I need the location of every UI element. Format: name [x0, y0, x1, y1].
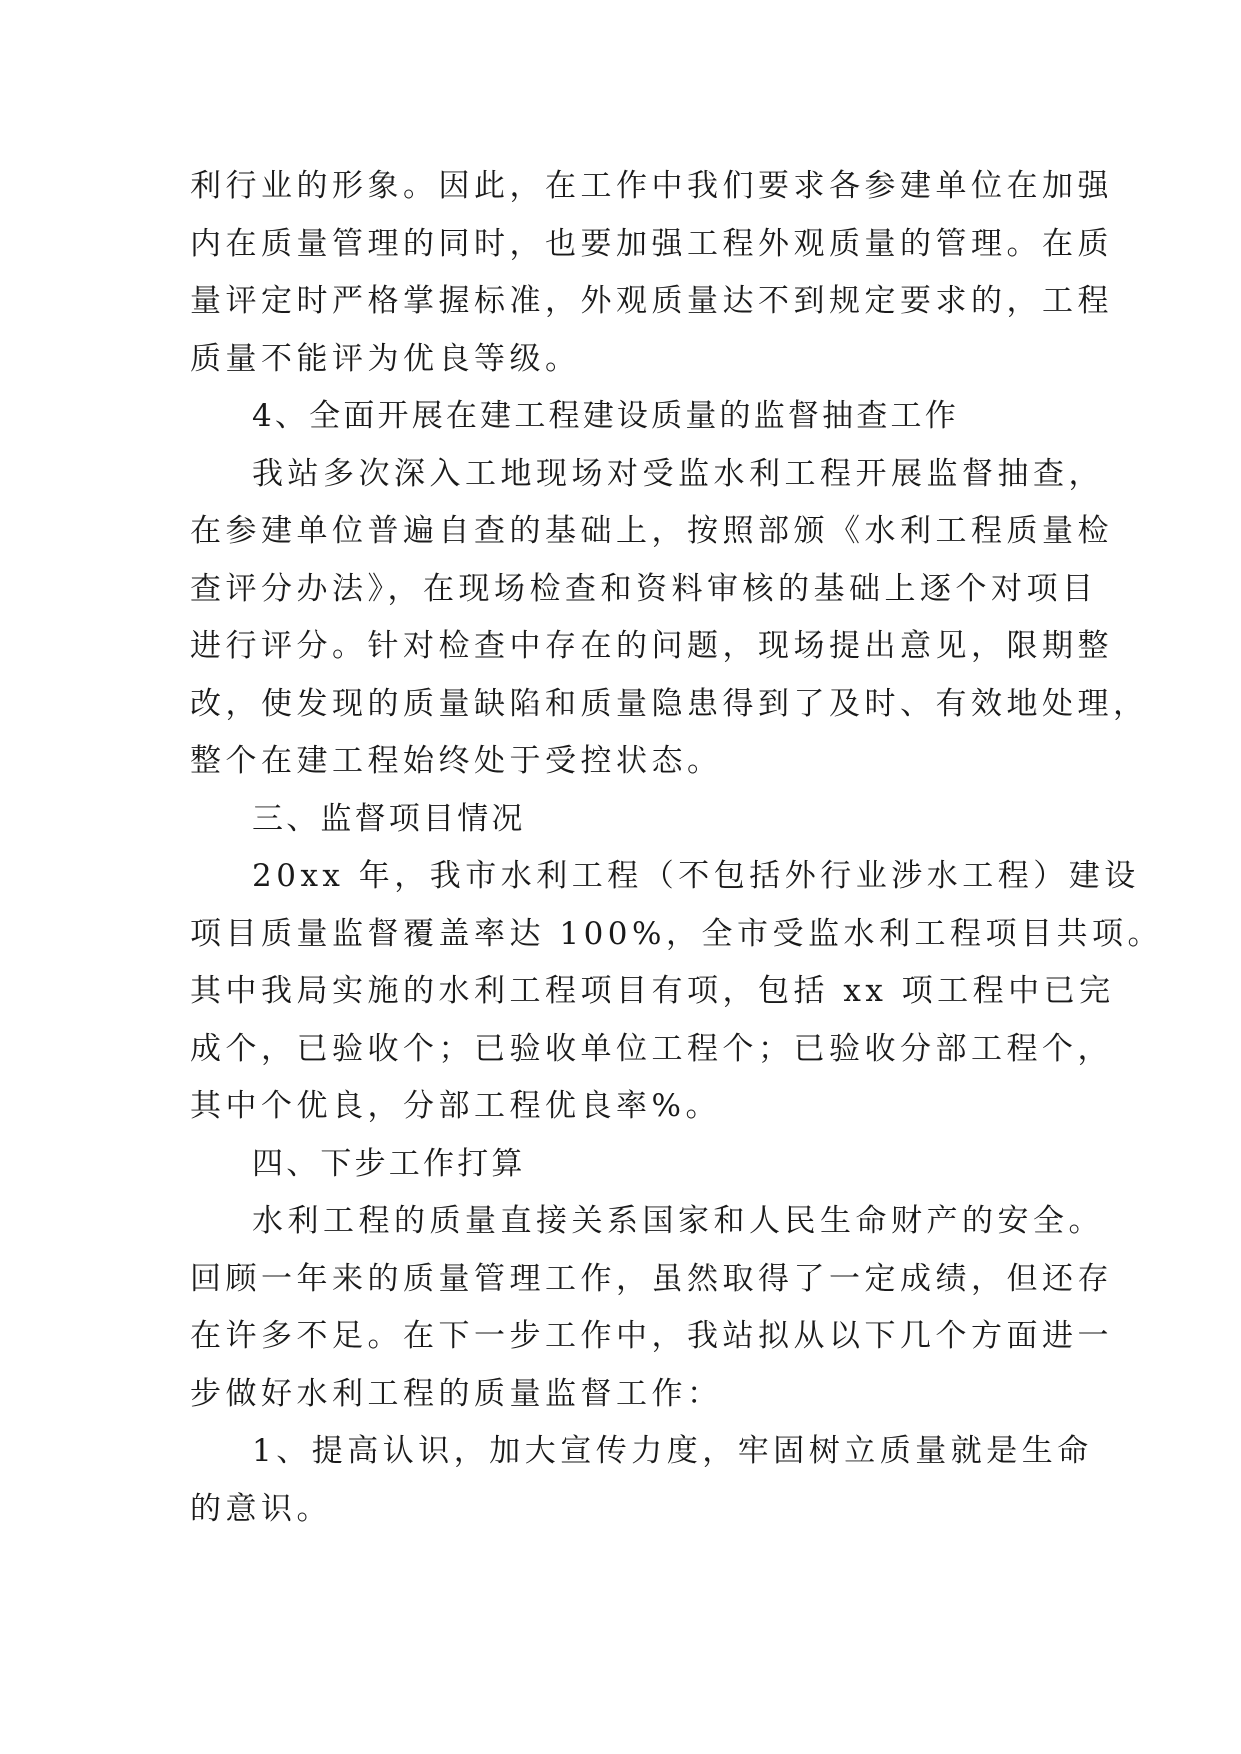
paragraph-line: 其中个优良，分部工程优良率%。 — [190, 1088, 721, 1124]
paragraph-line: 我站多次深入工地现场对受监水利工程开展监督抽查， — [252, 455, 1104, 492]
paragraph-line: 成个，已验收个；已验收单位工程个；已验收分部工程个， — [190, 1030, 1113, 1067]
paragraph-line: 改，使发现的质量缺陷和质量隐患得到了及时、有效地处理， — [190, 685, 1149, 722]
paragraph-line: 量评定时严格掌握标准，外观质量达不到规定要求的，工程 — [190, 283, 1113, 319]
paragraph-line: 步做好水利工程的质量监督工作： — [190, 1375, 723, 1412]
section-heading: 4、全面开展在建工程建设质量的监督抽查工作 — [252, 398, 959, 434]
section-heading: 三、监督项目情况 — [252, 800, 526, 837]
paragraph-line: 质量不能评为优良等级。 — [190, 340, 581, 377]
paragraph-line: 整个在建工程始终处于受控状态。 — [190, 743, 723, 779]
paragraph-line: 其中我局实施的水利工程项目有项，包括 xx 项工程中已完 — [190, 973, 1115, 1009]
paragraph-line: 1、提高认识，加大宣传力度，牢固树立质量就是生命 — [252, 1433, 1093, 1469]
paragraph-line: 项目质量监督覆盖率达 100%，全市受监水利工程项目共项。 — [190, 915, 1163, 952]
paragraph-line: 在许多不足。在下一步工作中，我站拟从以下几个方面进一 — [190, 1318, 1113, 1354]
document-body — [190, 158, 1163, 1538]
paragraph-line: 进行评分。针对检查中存在的问题，现场提出意见，限期整 — [190, 628, 1113, 664]
paragraph-line: 利行业的形象。因此，在工作中我们要求各参建单位在加强 — [190, 168, 1113, 204]
paragraph-line: 水利工程的质量直接关系国家和人民生命财产的安全。 — [252, 1203, 1104, 1239]
paragraph-line: 20xx 年，我市水利工程（不包括外行业涉水工程）建设 — [252, 858, 1140, 894]
paragraph-line: 内在质量管理的同时，也要加强工程外观质量的管理。在质 — [190, 225, 1113, 262]
paragraph-line: 的意识。 — [190, 1490, 332, 1527]
paragraph-line: 回顾一年来的质量管理工作，虽然取得了一定成绩，但还存 — [190, 1260, 1113, 1297]
paragraph-line: 在参建单位普遍自查的基础上，按照部颁《水利工程质量检 — [190, 513, 1113, 549]
paragraph-line: 查评分办法》，在现场检查和资料审核的基础上逐个对项目 — [190, 570, 1098, 607]
section-heading: 四、下步工作打算 — [252, 1145, 526, 1182]
